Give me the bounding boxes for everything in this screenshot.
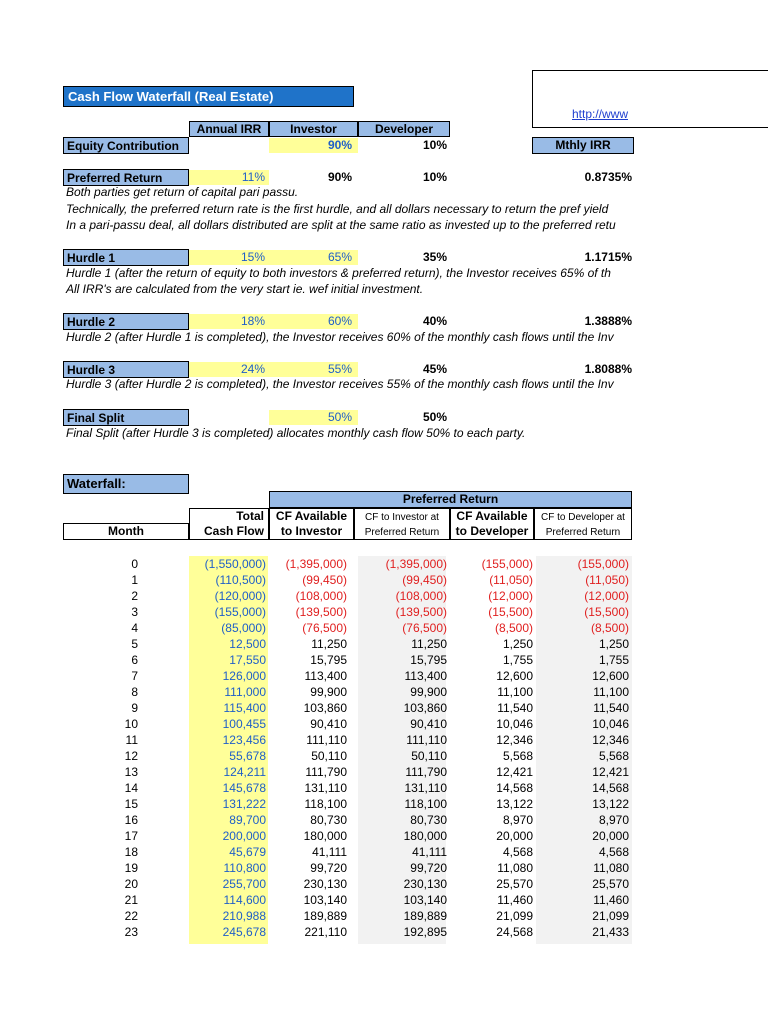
cell-cf-developer: 10,046 [496,717,533,731]
cell-cf-developer: (11,050) [489,573,533,587]
cell-cf-investor-pref: 118,100 [404,797,447,811]
cell-total-cash-flow: 17,550 [229,653,266,667]
table-row [0,748,768,764]
cell-total-cash-flow: 111,000 [224,685,266,699]
cell-cf-developer: 12,346 [496,733,533,747]
equity-contribution-label: Equity Contribution [63,137,189,154]
cell-cf-developer: 11,460 [497,893,533,907]
cell-total-cash-flow: 12,500 [229,637,266,651]
cell-cf-investor: 103,860 [303,701,347,715]
cell-cf-developer-pref: (12,000) [584,589,629,603]
table-row [0,908,768,924]
hurdle3-developer-pct: 45% [422,362,447,376]
cell-cf-investor-pref: (76,500) [402,621,447,635]
cell-month: 20 [124,877,138,891]
header-annual-irr: Annual IRR [189,121,269,137]
cell-total-cash-flow: 100,455 [222,717,266,731]
cell-cf-investor-pref: (108,000) [395,589,447,603]
cell-cf-investor: 11,250 [311,637,347,651]
cell-cf-investor: 80,730 [310,813,347,827]
col-cfinvpref-line1: CF to Investor at [365,512,439,523]
cell-cf-investor: 189,889 [303,909,347,923]
hurdle3-label: Hurdle 3 [63,361,189,378]
col-cf-investor-pref [354,508,450,540]
cell-month: 7 [131,669,138,683]
hurdle2-mthly-irr: 1.3888% [584,314,632,328]
hurdle2-irr: 18% [189,314,269,329]
cell-cf-developer-pref: 11,460 [593,893,629,907]
cell-total-cash-flow: 123,456 [222,733,266,747]
cell-month: 10 [124,717,138,731]
final-note: Final Split (after Hurdle 3 is completed) allocates monthly cash flow 50% to each party. [66,426,526,440]
cell-month: 23 [124,925,138,939]
hurdle3-note: Hurdle 3 (after Hurdle 2 is completed), the Investor receives 55% of the monthly cash flows until the Inv [66,377,614,391]
cell-total-cash-flow: (1,550,000) [204,557,266,571]
cell-total-cash-flow: (120,000) [214,589,266,603]
hurdle1-label: Hurdle 1 [63,249,189,266]
preferred-return-group-header: Preferred Return [269,491,632,508]
col-cfinv-line2: to Investor [280,524,343,538]
col-cfdevpref-line1: CF to Developer at [541,512,625,523]
hurdle2-investor-pct: 60% [269,314,358,329]
cell-month: 2 [131,589,138,603]
waterfall-label: Waterfall: [63,474,189,494]
table-row [0,636,768,652]
cell-cf-investor-pref: 230,130 [403,877,447,891]
col-total-cash-flow [189,508,269,540]
preferred-mthly-irr: 0.8735% [584,170,632,184]
preferred-irr: 11% [189,170,269,185]
table-row [0,780,768,796]
cell-month: 13 [124,765,138,779]
hurdle3-investor-pct: 55% [269,362,358,377]
cell-cf-developer: 25,570 [496,877,533,891]
table-row [0,716,768,732]
cell-cf-developer: 14,568 [496,781,533,795]
cell-cf-investor: 180,000 [303,829,347,843]
cell-cf-developer-pref: 20,000 [592,829,629,843]
cell-cf-developer: 13,122 [496,797,533,811]
cell-cf-investor-pref: 180,000 [403,829,447,843]
cell-month: 5 [131,637,138,651]
cell-cf-developer: 11,540 [497,701,533,715]
preferred-return-label: Preferred Return [63,169,189,186]
cell-cf-investor: 111,790 [305,765,347,779]
header-mthly-irr: Mthly IRR [532,137,634,154]
cell-cf-investor-pref: 50,110 [411,749,447,763]
hurdle1-mthly-irr: 1.1715% [584,250,632,264]
cell-cf-developer: 12,600 [496,669,533,683]
table-row [0,844,768,860]
cell-cf-investor: 99,720 [310,861,347,875]
cell-cf-investor: 111,110 [306,733,347,747]
cell-month: 4 [131,621,138,635]
cell-cf-developer: 12,421 [496,765,533,779]
col-cfdevpref-line2: Preferred Return [545,527,621,538]
table-row [0,556,768,572]
cell-total-cash-flow: 145,678 [222,781,266,795]
cell-month: 12 [124,749,138,763]
cell-cf-developer: (8,500) [494,621,533,635]
col-cfinv-line1: CF Available [275,509,348,523]
cell-cf-developer-pref: 4,568 [598,845,629,859]
cell-cf-developer-pref: 13,122 [592,797,629,811]
cell-month: 18 [124,845,138,859]
cell-total-cash-flow: 200,000 [222,829,266,843]
cell-month: 3 [131,605,138,619]
cell-month: 9 [131,701,138,715]
table-row [0,764,768,780]
cell-cf-developer-pref: 21,099 [592,909,629,923]
table-row [0,732,768,748]
cell-cf-investor: 99,900 [310,685,347,699]
col-cf-available-developer [450,508,534,540]
cell-cf-developer-pref: 11,100 [593,685,629,699]
cell-cf-developer-pref: 12,600 [592,669,629,683]
cell-cf-investor: 41,111 [312,845,347,859]
hurdle1-irr: 15% [189,250,269,265]
cell-cf-investor-pref: 41,111 [412,845,447,859]
cell-cf-investor-pref: 111,110 [406,733,447,747]
table-row [0,876,768,892]
hurdle1-note: Hurdle 1 (after the return of equity to both investors & preferred return), the Investor receives 65% of th [66,266,611,280]
cell-cf-developer-pref: 14,568 [592,781,629,795]
preferred-investor-pct: 90% [327,170,352,184]
cell-total-cash-flow: 45,679 [229,845,266,859]
cell-month: 1 [131,573,138,587]
cell-cf-developer: 21,099 [496,909,533,923]
equity-developer-pct: 10% [422,138,447,152]
cell-cf-developer-pref: (15,500) [584,605,629,619]
col-cfdev-line1: CF Available [456,509,528,523]
preferred-note: Technically, the preferred return rate is the first hurdle, and all dollars necessary to return the pref yield [66,202,609,216]
cell-total-cash-flow: 110,800 [223,861,266,875]
col-cf-developer-pref [534,508,632,540]
cell-cf-developer-pref: (155,000) [577,557,629,571]
cell-cf-investor: 103,140 [303,893,347,907]
table-row [0,924,768,940]
cell-cf-investor-pref: 80,730 [410,813,447,827]
cell-month: 0 [131,557,138,571]
cell-cf-developer-pref: (8,500) [590,621,629,635]
cell-cf-investor: 50,110 [311,749,347,763]
cell-cf-developer-pref: 12,421 [592,765,629,779]
cell-cf-developer: 1,250 [502,637,533,651]
header-investor: Investor [269,121,358,137]
final-investor-pct: 50% [269,410,358,425]
cell-total-cash-flow: 131,222 [222,797,266,811]
cell-cf-investor: 131,110 [304,781,347,795]
table-row [0,796,768,812]
table-row [0,668,768,684]
hurdle3-mthly-irr: 1.8088% [584,362,632,376]
cell-cf-developer: 1,755 [502,653,533,667]
cell-cf-developer: 4,568 [502,845,533,859]
cell-total-cash-flow: 115,400 [223,701,266,715]
cell-cf-investor-pref: 131,110 [404,781,447,795]
col-total-line2: Cash Flow [203,524,264,538]
cell-cf-developer: (15,500) [488,605,533,619]
hurdle2-label: Hurdle 2 [63,313,189,330]
hurdle1-investor-pct: 65% [269,250,358,265]
cell-cf-developer: 11,100 [497,685,533,699]
cell-cf-investor: (139,500) [295,605,347,619]
cell-cf-developer-pref: 25,570 [592,877,629,891]
cell-month: 14 [124,781,138,795]
table-row [0,700,768,716]
link-box [532,70,768,128]
cell-cf-developer: 11,080 [497,861,533,875]
cell-cf-investor-pref: 192,895 [403,925,447,939]
equity-investor-pct: 90% [269,138,358,153]
cell-total-cash-flow: 89,700 [229,813,266,827]
cell-cf-investor-pref: (1,395,000) [385,557,447,571]
cell-total-cash-flow: 245,678 [222,925,266,939]
cell-cf-investor: 90,410 [310,717,347,731]
cell-cf-developer-pref: 8,970 [598,813,629,827]
preferred-note: Both parties get return of capital pari passu. [66,185,299,199]
cell-cf-investor-pref: 11,250 [411,637,447,651]
col-cfinvpref-line2: Preferred Return [364,527,440,538]
cell-cf-developer: 20,000 [496,829,533,843]
col-month: Month [63,523,189,540]
cell-cf-developer-pref: 11,080 [593,861,629,875]
hurdle1-note: All IRR's are calculated from the very start ie. wef initial investment. [66,282,424,296]
cell-cf-investor: 221,110 [304,925,347,939]
cell-month: 19 [124,861,138,875]
cell-cf-developer: (155,000) [481,557,533,571]
cell-cf-investor-pref: 103,860 [403,701,447,715]
cell-total-cash-flow: 255,700 [222,877,266,891]
col-total-line1: Total [236,509,264,523]
table-row [0,828,768,844]
preferred-developer-pct: 10% [422,170,447,184]
cell-cf-investor-pref: 99,900 [410,685,447,699]
table-row [0,860,768,876]
hurdle3-irr: 24% [189,362,269,377]
final-split-label: Final Split [63,409,189,426]
cell-cf-developer-pref: 12,346 [592,733,629,747]
cell-cf-investor-pref: 103,140 [403,893,447,907]
table-row [0,572,768,588]
cell-month: 22 [124,909,138,923]
cell-cf-developer-pref: 11,540 [593,701,629,715]
table-row [0,892,768,908]
table-row [0,652,768,668]
cell-cf-investor: (76,500) [302,621,347,635]
cell-cf-investor-pref: 15,795 [410,653,447,667]
cell-cf-investor-pref: (139,500) [395,605,447,619]
cell-cf-investor: (1,395,000) [285,557,347,571]
cell-cf-investor-pref: (99,450) [402,573,447,587]
cell-total-cash-flow: 55,678 [229,749,266,763]
header-developer: Developer [358,121,450,137]
cell-month: 21 [124,893,138,907]
cell-cf-developer: (12,000) [488,589,533,603]
table-row [0,684,768,700]
cell-cf-investor-pref: 111,790 [405,765,447,779]
cell-cf-investor: (99,450) [302,573,347,587]
cell-total-cash-flow: 114,600 [223,893,266,907]
cell-cf-developer: 8,970 [502,813,533,827]
cell-month: 16 [124,813,138,827]
cell-cf-investor: 118,100 [304,797,347,811]
cell-total-cash-flow: (155,000) [214,605,266,619]
preferred-note: In a pari-passu deal, all dollars distributed are split at the same ratio as invested up to the preferred retu [66,218,616,232]
cell-cf-developer-pref: 21,433 [592,925,629,939]
cell-cf-developer-pref: 5,568 [598,749,629,763]
table-row [0,604,768,620]
cell-cf-investor: (108,000) [295,589,347,603]
cell-total-cash-flow: (85,000) [221,621,266,635]
cell-cf-investor-pref: 99,720 [410,861,447,875]
cell-month: 15 [124,797,138,811]
table-row [0,812,768,828]
cell-cf-developer: 24,568 [496,925,533,939]
hurdle2-developer-pct: 40% [422,314,447,328]
cell-month: 11 [125,733,138,747]
table-row [0,588,768,604]
cell-cf-developer: 5,568 [502,749,533,763]
sheet-title: Cash Flow Waterfall (Real Estate) [63,86,354,107]
cell-total-cash-flow: 124,211 [223,765,266,779]
cell-cf-investor-pref: 113,400 [404,669,447,683]
cell-cf-investor: 230,130 [303,877,347,891]
cell-month: 17 [124,829,138,843]
cell-month: 8 [131,685,138,699]
cell-cf-investor: 15,795 [310,653,347,667]
hurdle1-developer-pct: 35% [422,250,447,264]
cell-month: 6 [131,653,138,667]
cell-total-cash-flow: (110,500) [215,573,266,587]
cell-total-cash-flow: 126,000 [222,669,266,683]
cell-total-cash-flow: 210,988 [222,909,266,923]
cell-cf-investor-pref: 189,889 [403,909,447,923]
cell-cf-developer-pref: (11,050) [585,573,629,587]
table-row [0,620,768,636]
col-cfdev-line2: to Developer [455,524,529,538]
cell-cf-investor-pref: 90,410 [410,717,447,731]
col-cf-available-investor [269,508,354,540]
website-link[interactable]: http://www [572,107,629,121]
cell-cf-investor: 113,400 [304,669,347,683]
cell-cf-developer-pref: 10,046 [592,717,629,731]
final-developer-pct: 50% [422,410,447,424]
cell-cf-developer-pref: 1,755 [598,653,629,667]
cell-cf-developer-pref: 1,250 [598,637,629,651]
hurdle2-note: Hurdle 2 (after Hurdle 1 is completed), the Investor receives 60% of the monthly cash flows until the Inv [66,330,614,344]
